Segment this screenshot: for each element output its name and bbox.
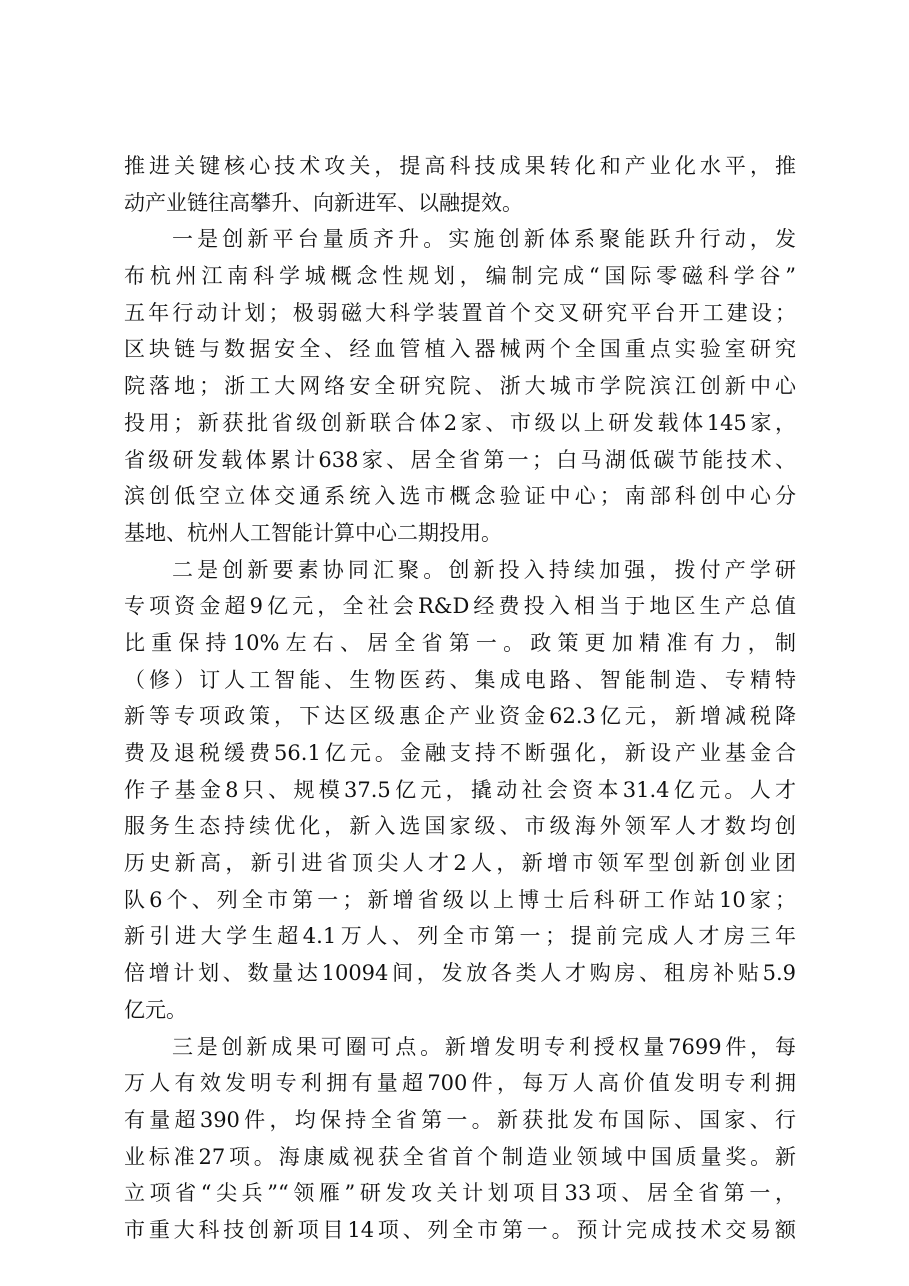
text-line: 亿元。 — [124, 997, 187, 1022]
paragraph-start-line: 三是创新成果可圈可点。新增发明专利授权量7699件，每 — [172, 1034, 796, 1059]
text-line: 五年行动计划；极弱磁大科学装置首个交叉研究平台开工建设； — [124, 300, 796, 325]
text-line: 推进关键核心技术攻关，提高科技成果转化和产业化水平，推 — [124, 154, 796, 178]
text-line: 万人有效发明专利拥有量超700件，每万人高价值发明专利拥 — [124, 1071, 796, 1096]
text-line: 专项资金超9亿元，全社会R&D经费投入相当于地区生产总值 — [124, 594, 796, 619]
text-line: 业标准27项。海康威视获全省首个制造业领域中国质量奖。新 — [124, 1144, 796, 1169]
text-line: 投用；新获批省级创新联合体2家、市级以上研发载体145家， — [124, 410, 796, 435]
text-line: （修）订人工智能、生物医药、集成电路、智能制造、专精特 — [124, 667, 796, 692]
text-line: 新等专项政策，下达区级惠企产业资金62.3亿元，新增减税降 — [124, 704, 796, 729]
text-line: 立项省“尖兵”“领雁”研发攻关计划项目33项、居全省第一， — [124, 1181, 796, 1206]
paragraph-start-line: 二是创新要素协同汇聚。创新投入持续加强，拨付产学研 — [172, 557, 796, 582]
text-line: 布杭州江南科学城概念性规划，编制完成“国际零磁科学谷” — [124, 264, 796, 289]
paragraph-start-line: 一是创新平台量质齐升。实施创新体系聚能跃升行动，发 — [172, 227, 796, 252]
text-line: 省级研发载体累计638家、居全省第一；白马湖低碳节能技术、 — [124, 447, 796, 472]
text-line: 历史新高，新引进省顶尖人才2人，新增市领军型创新创业团 — [124, 851, 796, 876]
text-line: 队6个、列全市第一；新增省级以上博士后科研工作站10家； — [124, 887, 796, 912]
text-line: 基地、杭州人工智能计算中心二期投用。 — [124, 520, 502, 545]
text-line: 动产业链往高攀升、向新进军、以融提效。 — [124, 190, 523, 215]
text-line: 费及退税缓费56.1亿元。金融支持不断强化，新设产业基金合 — [124, 741, 796, 765]
text-line: 服务生态持续优化，新入选国家级、市级海外领军人才数均创 — [124, 814, 796, 839]
text-line: 比重保持10%左右、居全省第一。政策更加精准有力，制 — [124, 630, 796, 655]
text-line: 作子基金8只、规模37.5亿元，撬动社会资本31.4亿元。人才 — [124, 777, 796, 802]
text-line: 新引进大学生超4.1万人、列全市第一；提前完成人才房三年 — [124, 924, 796, 949]
text-line: 有量超390件，均保持全省第一。新获批发布国际、国家、行 — [124, 1107, 796, 1132]
text-line: 倍增计划、数量达10094间，发放各类人才购房、租房补贴5.9 — [124, 961, 796, 986]
text-line: 滨创低空立体交通系统入选市概念验证中心；南部科创中心分 — [124, 484, 796, 509]
text-line: 院落地；浙工大网络安全研究院、浙大城市学院滨江创新中心 — [124, 374, 796, 399]
document-body — [124, 148, 796, 1249]
text-line: 区块链与数据安全、经血管植入器械两个全国重点实验室研究 — [124, 337, 796, 362]
text-line: 市重大科技创新项目14项、列全市第一。预计完成技术交易额 — [124, 1217, 796, 1242]
